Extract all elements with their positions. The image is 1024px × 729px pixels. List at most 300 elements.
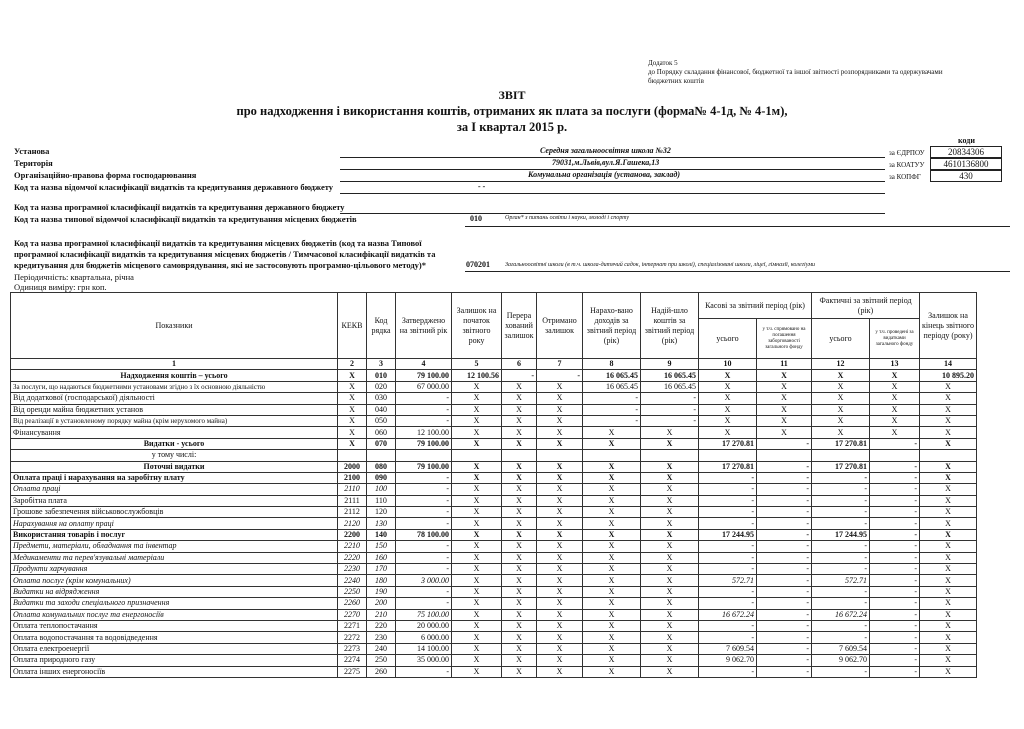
cell-row-code: 190 [367, 586, 396, 597]
cell-cash-total: Х [699, 404, 757, 415]
cell-balance-start: Х [452, 404, 502, 415]
cell-approved: 6 000.00 [396, 632, 452, 643]
cell-incoming: Х [641, 552, 699, 563]
cell-actual-total: 17 270.81 [812, 438, 870, 449]
cell-received: Х [537, 381, 583, 392]
cell-accrued: Х [583, 643, 641, 654]
header-balance-start: Залишок на початок звітного року [452, 293, 502, 359]
cell-actual-incl: - [870, 461, 920, 472]
institution-value: Середня загальноосвітня школа №32 [540, 146, 671, 155]
cell-approved: - [396, 552, 452, 563]
cell-kekv: Х [338, 370, 367, 381]
cell-balance-end: Х [920, 552, 977, 563]
cell-transferred: Х [502, 495, 537, 506]
cell-balance-start: Х [452, 541, 502, 552]
header-transferred: Перера хований залишок [502, 293, 537, 359]
cell-cash-total: 16 672.24 [699, 609, 757, 620]
cell-actual-total: 17 270.81 [812, 461, 870, 472]
edrpou-code: 20834306 [930, 146, 1002, 158]
cell-accrued [583, 450, 641, 461]
program-class-label: Код та назва програмної класифікації видатків та кредитування державного бюджету [14, 202, 345, 212]
cell-cash-incl: - [757, 541, 812, 552]
column-number: 5 [452, 359, 502, 370]
cell-transferred: Х [502, 438, 537, 449]
row-label: Оплата теплопостачання [11, 620, 338, 631]
cell-row-code: 150 [367, 541, 396, 552]
cell-actual-total: Х [812, 404, 870, 415]
cell-actual-incl: - [870, 655, 920, 666]
cell-incoming: - [641, 404, 699, 415]
cell-kekv: 2250 [338, 586, 367, 597]
cell-kekv: 2112 [338, 507, 367, 518]
row-label: Оплата водопостачання та водовідведення [11, 632, 338, 643]
cell-cash-incl: - [757, 598, 812, 609]
table-row [11, 393, 977, 404]
cell-actual-incl: - [870, 552, 920, 563]
cell-transferred: Х [502, 427, 537, 438]
cell-cash-total: - [699, 586, 757, 597]
column-number: 12 [812, 359, 870, 370]
cell-balance-start: Х [452, 472, 502, 483]
table-row [11, 529, 977, 540]
cell-accrued: 16 065.45 [583, 370, 641, 381]
cell-balance-start: Х [452, 564, 502, 575]
cell-cash-incl: - [757, 484, 812, 495]
cell-balance-end: Х [920, 655, 977, 666]
cell-row-code: 210 [367, 609, 396, 620]
cell-accrued: Х [583, 632, 641, 643]
row-label: Заробітна плата [11, 495, 338, 506]
cell-balance-end: Х [920, 609, 977, 620]
cell-approved: - [396, 518, 452, 529]
cell-transferred: Х [502, 393, 537, 404]
cell-balance-start: Х [452, 666, 502, 677]
cell-balance-end: 10 895.20 [920, 370, 977, 381]
cell-row-code: 080 [367, 461, 396, 472]
cell-balance-end: Х [920, 598, 977, 609]
cell-accrued: Х [583, 529, 641, 540]
cell-accrued: Х [583, 586, 641, 597]
cell-actual-incl: Х [870, 427, 920, 438]
cell-cash-incl: - [757, 620, 812, 631]
cell-actual-total: Х [812, 415, 870, 426]
cell-transferred: Х [502, 666, 537, 677]
cell-actual-total: 16 672.24 [812, 609, 870, 620]
cell-row-code: 110 [367, 495, 396, 506]
cell-incoming: Х [641, 484, 699, 495]
row-label: Медикаменти та перев'язувальні матеріали [11, 552, 338, 563]
cell-balance-end: Х [920, 518, 977, 529]
cell-actual-incl: - [870, 507, 920, 518]
cell-kekv: 2240 [338, 575, 367, 586]
row-label: Від оренди майна бюджетних установ [11, 404, 338, 415]
dept-class-line [340, 193, 885, 194]
header-cash-total: усього [699, 319, 757, 359]
cell-balance-end: Х [920, 415, 977, 426]
cell-actual-total: 572.71 [812, 575, 870, 586]
column-number: 6 [502, 359, 537, 370]
cell-actual-incl: - [870, 541, 920, 552]
cell-cash-incl: - [757, 529, 812, 540]
cell-balance-start: Х [452, 461, 502, 472]
cell-cash-total [699, 450, 757, 461]
cell-kekv: 2210 [338, 541, 367, 552]
cell-actual-incl: Х [870, 393, 920, 404]
cell-actual-incl: - [870, 643, 920, 654]
cell-kekv: Х [338, 393, 367, 404]
cell-incoming: Х [641, 427, 699, 438]
cell-received: Х [537, 666, 583, 677]
cell-row-code: 070 [367, 438, 396, 449]
cell-transferred: Х [502, 564, 537, 575]
cell-row-code: 240 [367, 643, 396, 654]
cell-approved: - [396, 472, 452, 483]
cell-kekv: 2260 [338, 598, 367, 609]
cell-row-code: 250 [367, 655, 396, 666]
cell-accrued: Х [583, 541, 641, 552]
cell-transferred: Х [502, 472, 537, 483]
row-label: Видатки та заходи спеціального призначення [11, 598, 338, 609]
cell-cash-incl: Х [757, 404, 812, 415]
row-label: Фінансування [11, 427, 338, 438]
cell-approved: 79 100.00 [396, 370, 452, 381]
cell-balance-end: Х [920, 541, 977, 552]
cell-balance-start: Х [452, 415, 502, 426]
cell-transferred: Х [502, 643, 537, 654]
cell-balance-start: Х [452, 655, 502, 666]
report-table-body [11, 359, 977, 678]
cell-row-code: 060 [367, 427, 396, 438]
cell-incoming: Х [641, 609, 699, 620]
cell-cash-total: 17 270.81 [699, 438, 757, 449]
cell-cash-incl: - [757, 552, 812, 563]
cell-cash-total: - [699, 632, 757, 643]
cell-cash-incl: - [757, 495, 812, 506]
cell-cash-incl: - [757, 518, 812, 529]
cell-accrued: Х [583, 609, 641, 620]
cell-incoming: 16 065.45 [641, 370, 699, 381]
cell-kekv: Х [338, 381, 367, 392]
cell-accrued: - [583, 393, 641, 404]
cell-balance-start: Х [452, 575, 502, 586]
header-incoming: Надій-шло коштів за звітний період (рік) [641, 293, 699, 359]
koatuu-code: 4610136800 [930, 158, 1002, 170]
cell-accrued: Х [583, 655, 641, 666]
cell-incoming: Х [641, 598, 699, 609]
cell-balance-end [920, 450, 977, 461]
cell-balance-start: Х [452, 586, 502, 597]
cell-actual-total: - [812, 586, 870, 597]
cell-balance-end: Х [920, 495, 977, 506]
row-label: Продукти харчування [11, 564, 338, 575]
institution-label: Установа [14, 146, 50, 156]
row-label: Від реалізації в установленому порядку майна (крім нерухомого майна) [11, 415, 338, 426]
cell-row-code: 100 [367, 484, 396, 495]
cell-cash-incl: Х [757, 393, 812, 404]
cell-balance-start: Х [452, 529, 502, 540]
cell-row-code: 090 [367, 472, 396, 483]
cell-accrued: - [583, 404, 641, 415]
cell-actual-total: - [812, 666, 870, 677]
cell-accrued: Х [583, 575, 641, 586]
cell-received: Х [537, 609, 583, 620]
cell-kekv: 2271 [338, 620, 367, 631]
cell-row-code: 220 [367, 620, 396, 631]
cell-transferred: Х [502, 552, 537, 563]
cell-received: Х [537, 541, 583, 552]
table-row [11, 632, 977, 643]
table-row [11, 404, 977, 415]
annex-line-3: бюджетних коштів [648, 77, 704, 85]
cell-transferred: Х [502, 518, 537, 529]
row-label: Видатки на відрядження [11, 586, 338, 597]
cell-approved: - [396, 495, 452, 506]
table-row [11, 609, 977, 620]
cell-incoming: Х [641, 655, 699, 666]
cell-received: Х [537, 461, 583, 472]
header-indicators: Показники [11, 293, 338, 359]
header-cash-incl: у т.ч. спрямовано на погашення заборгованості загального фонду [757, 319, 812, 359]
header-cash-group: Касові за звітний період (рік) [699, 293, 812, 319]
cell-received: Х [537, 620, 583, 631]
table-row [11, 450, 977, 461]
column-number: 11 [757, 359, 812, 370]
cell-approved: 12 100.00 [396, 427, 452, 438]
cell-balance-start: Х [452, 598, 502, 609]
cell-balance-end: Х [920, 666, 977, 677]
cell-transferred: Х [502, 404, 537, 415]
cell-approved: - [396, 564, 452, 575]
cell-actual-total: Х [812, 370, 870, 381]
cell-cash-incl: - [757, 666, 812, 677]
cell-actual-incl: - [870, 495, 920, 506]
table-row [11, 427, 977, 438]
cell-actual-total [812, 450, 870, 461]
cell-kekv [338, 450, 367, 461]
cell-cash-incl: Х [757, 427, 812, 438]
cell-transferred: Х [502, 575, 537, 586]
cell-accrued: Х [583, 564, 641, 575]
table-row [11, 564, 977, 575]
cell-cash-total: - [699, 472, 757, 483]
table-row [11, 598, 977, 609]
cell-accrued: Х [583, 620, 641, 631]
local-class-value: Загальноосвітні школи (в т.ч. школа-дитячий садок, інтернат при школі), спеціалізовані школи, ліцеї, гімназії, колегіуми [505, 262, 816, 268]
cell-cash-total: - [699, 507, 757, 518]
cell-cash-total: 572.71 [699, 575, 757, 586]
table-row [11, 507, 977, 518]
cell-transferred: Х [502, 415, 537, 426]
cell-cash-incl: Х [757, 381, 812, 392]
cell-actual-total: 9 062.70 [812, 655, 870, 666]
cell-accrued: - [583, 415, 641, 426]
header-actual-incl: у т.ч. проведені за видатками загального фонду [870, 319, 920, 359]
row-label: За послуги, що надаються бюджетними установами згідно з їх основною діяльністю [11, 381, 338, 392]
local-class-label-1: Код та назва програмної класифікації видатків та кредитування місцевих бюджетів (код та назва Типової [14, 238, 422, 248]
cell-balance-end: Х [920, 381, 977, 392]
cell-kekv: 2270 [338, 609, 367, 620]
cell-received: Х [537, 393, 583, 404]
cell-received: Х [537, 427, 583, 438]
cell-actual-incl: - [870, 598, 920, 609]
legal-form-line [340, 181, 885, 182]
cell-transferred: - [502, 370, 537, 381]
cell-actual-incl: - [870, 438, 920, 449]
cell-incoming: Х [641, 472, 699, 483]
cell-balance-end: Х [920, 472, 977, 483]
cell-actual-incl: - [870, 632, 920, 643]
cell-actual-total: - [812, 472, 870, 483]
table-row [11, 495, 977, 506]
cell-actual-incl: - [870, 575, 920, 586]
row-label: Оплата природного газу [11, 655, 338, 666]
cell-received: Х [537, 564, 583, 575]
cell-approved: - [396, 484, 452, 495]
cell-balance-start: Х [452, 507, 502, 518]
cell-kekv: Х [338, 427, 367, 438]
cell-incoming: Х [641, 507, 699, 518]
table-row [11, 541, 977, 552]
cell-row-code: 030 [367, 393, 396, 404]
cell-row-code: 230 [367, 632, 396, 643]
cell-balance-end: Х [920, 586, 977, 597]
cell-kekv: 2110 [338, 484, 367, 495]
cell-accrued: Х [583, 666, 641, 677]
table-row [11, 438, 977, 449]
cell-balance-end: Х [920, 529, 977, 540]
cell-kekv: 2275 [338, 666, 367, 677]
cell-received: Х [537, 438, 583, 449]
edrpou-label: за ЄДРПОУ [889, 149, 925, 157]
row-label: Оплата праці [11, 484, 338, 495]
row-label: Видатки - усього [11, 438, 338, 449]
cell-actual-total: 7 609.54 [812, 643, 870, 654]
header-received: Отримано залишок [537, 293, 583, 359]
cell-balance-start: 12 100.56 [452, 370, 502, 381]
cell-transferred: Х [502, 381, 537, 392]
cell-incoming: Х [641, 518, 699, 529]
cell-balance-start: Х [452, 427, 502, 438]
cell-balance-end: Х [920, 438, 977, 449]
table-row [11, 552, 977, 563]
cell-row-code: 020 [367, 381, 396, 392]
report-subtitle: про надходження і використання коштів, отриманих як плата за послуги (форма№ 4-1д, № 4-1м), [236, 104, 788, 118]
header-kekv: КЕКВ [338, 293, 367, 359]
report-title: ЗВІТ [498, 88, 526, 102]
cell-cash-incl: - [757, 564, 812, 575]
cell-balance-start: Х [452, 484, 502, 495]
header-balance-end: Залишок на кінець звітного періоду (року) [920, 293, 977, 359]
table-row [11, 666, 977, 677]
cell-balance-start: Х [452, 381, 502, 392]
row-label: Використання товарів і послуг [11, 529, 338, 540]
kopfg-code: 430 [930, 170, 1002, 182]
cell-incoming: Х [641, 586, 699, 597]
cell-received: Х [537, 643, 583, 654]
cell-approved: 3 000.00 [396, 575, 452, 586]
typical-class-label: Код та назва типової відомчої класифікації видатків та кредитування місцевих бюджетів [14, 214, 357, 224]
cell-approved: 79 100.00 [396, 438, 452, 449]
cell-incoming: Х [641, 495, 699, 506]
cell-kekv: Х [338, 404, 367, 415]
cell-accrued: Х [583, 495, 641, 506]
typical-class-code: 010 [470, 214, 482, 223]
cell-cash-total: Х [699, 381, 757, 392]
cell-cash-total: - [699, 620, 757, 631]
cell-accrued: Х [583, 507, 641, 518]
cell-kekv: 2273 [338, 643, 367, 654]
cell-cash-incl: Х [757, 415, 812, 426]
cell-accrued: Х [583, 461, 641, 472]
cell-incoming: Х [641, 575, 699, 586]
cell-balance-end: Х [920, 575, 977, 586]
header-accrued: Нарахо-вано доходів за звітний період (рік) [583, 293, 641, 359]
cell-row-code: 140 [367, 529, 396, 540]
table-row [11, 655, 977, 666]
row-label: Від додаткової (господарської) діяльності [11, 393, 338, 404]
header-actual-group: Фактичні за звітний період (рік) [812, 293, 920, 319]
table-row [11, 620, 977, 631]
row-label: у тому числі: [11, 450, 338, 461]
cell-actual-incl: - [870, 472, 920, 483]
local-class-line [465, 271, 1010, 272]
koatuu-label: за КОАТУУ [889, 161, 925, 169]
cell-cash-incl: - [757, 643, 812, 654]
cell-accrued: Х [583, 552, 641, 563]
cell-incoming: Х [641, 461, 699, 472]
cell-cash-total: 9 062.70 [699, 655, 757, 666]
cell-received: Х [537, 404, 583, 415]
periodicity: Періодичність: квартальна, річна [14, 272, 134, 282]
cell-actual-total: - [812, 518, 870, 529]
cell-approved: 75 100.00 [396, 609, 452, 620]
column-number: 8 [583, 359, 641, 370]
cell-transferred: Х [502, 632, 537, 643]
cell-accrued: Х [583, 438, 641, 449]
cell-balance-end: Х [920, 620, 977, 631]
local-class-label-3: кредитування для бюджетів місцевого самоврядування, які не застосовують програмно-цільового методу)* [14, 260, 426, 270]
column-number: 1 [11, 359, 338, 370]
cell-actual-incl: - [870, 484, 920, 495]
cell-actual-incl: Х [870, 370, 920, 381]
annex-note [648, 59, 998, 86]
cell-approved [396, 450, 452, 461]
typical-class-value: Орган* з питань освіти і науки, молоді і спорту [505, 215, 629, 221]
row-label: Поточні видатки [11, 461, 338, 472]
row-label: Оплата інших енергоносіїв [11, 666, 338, 677]
cell-cash-total: Х [699, 393, 757, 404]
cell-actual-incl: - [870, 518, 920, 529]
cell-actual-total: - [812, 598, 870, 609]
header-approved: Затверджено на звітний рік [396, 293, 452, 359]
cell-accrued: Х [583, 484, 641, 495]
cell-balance-start: Х [452, 393, 502, 404]
cell-approved: 67 000.00 [396, 381, 452, 392]
local-class-label-2: програмної класифікації видатків та кредитування місцевих бюджетів / Тимчасової класифікації видатків та [14, 249, 436, 259]
column-number: 7 [537, 359, 583, 370]
cell-kekv: 2120 [338, 518, 367, 529]
cell-balance-start: Х [452, 643, 502, 654]
column-number: 13 [870, 359, 920, 370]
cell-actual-incl: - [870, 586, 920, 597]
cell-incoming: Х [641, 620, 699, 631]
cell-approved: - [396, 541, 452, 552]
cell-actual-incl [870, 450, 920, 461]
cell-actual-total: - [812, 552, 870, 563]
report-period: за І квартал 2015 р. [456, 120, 568, 134]
cell-actual-total: - [812, 620, 870, 631]
cell-transferred: Х [502, 507, 537, 518]
